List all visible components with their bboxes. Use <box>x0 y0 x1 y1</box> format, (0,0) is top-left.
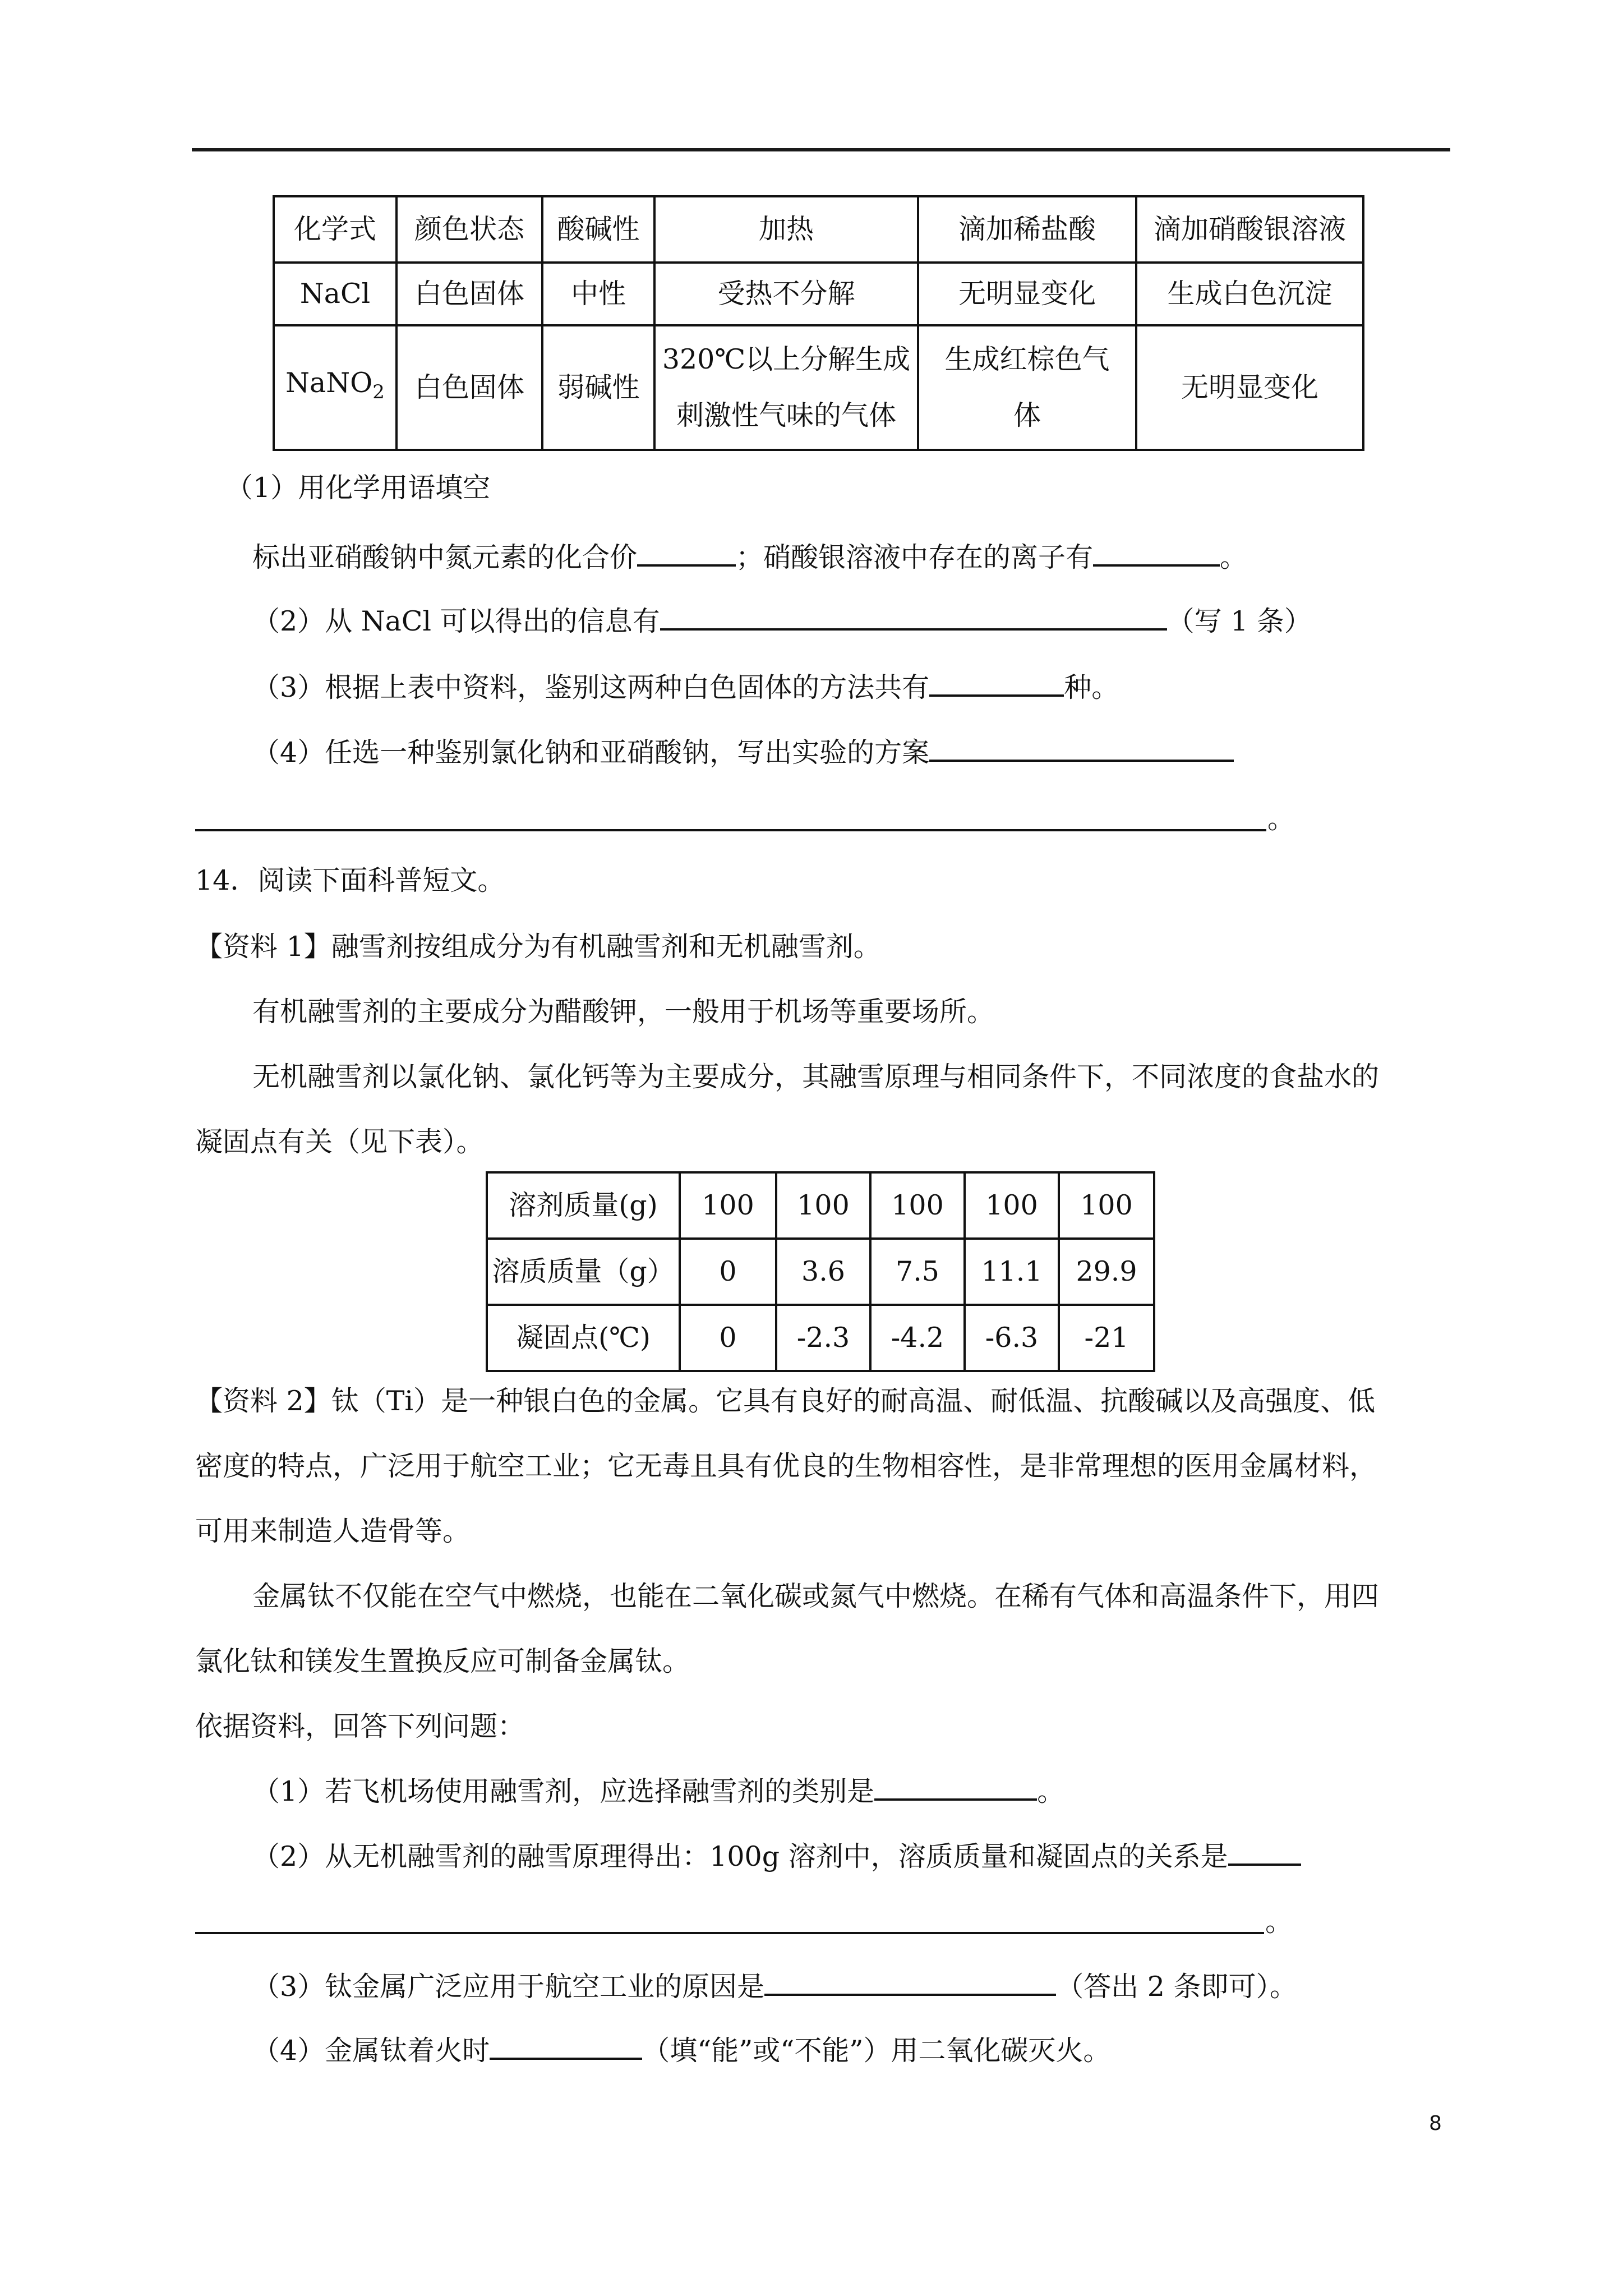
table-header-row <box>274 196 1363 263</box>
q14-part4-text-b: （填“能”或“不能”）用二氧化碳灭火。 <box>642 2035 1111 2067</box>
q14-part2-line <box>252 1840 1301 1874</box>
table-cell-formula: NaNO$_2$ <box>274 325 396 450</box>
q14-material2-para2: 金属钛不仅能在空气中燃烧，也能在二氧化碳或氮气中燃烧。在稀有气体和高温条件下，用四 <box>252 1580 1380 1612</box>
table-cell: 100 <box>1059 1172 1154 1239</box>
answer-blank[interactable] <box>660 605 1167 631</box>
q14-title: 14．阅读下面科普短文。 <box>195 864 505 896</box>
answer-blank[interactable] <box>929 736 1234 762</box>
q14-part4-line <box>252 2034 1110 2068</box>
table-cell: -2.3 <box>776 1305 870 1371</box>
q13-part3-text-a: （3）根据上表中资料，鉴别这两种白色固体的方法共有 <box>252 671 930 703</box>
table-cell: 100 <box>965 1172 1059 1239</box>
table-row <box>274 263 1363 325</box>
table-header-cell: 酸碱性 <box>542 196 654 263</box>
q14-material2: 可用来制造人造骨等。 <box>195 1515 471 1547</box>
q13-part3-line <box>252 671 1119 705</box>
table-cell: 溶质质量（g） <box>487 1239 680 1305</box>
table-row <box>487 1172 1154 1239</box>
table-cell: -21 <box>1059 1305 1154 1371</box>
table-cell <box>654 325 918 450</box>
table-row <box>274 325 1363 450</box>
table-cell: 0 <box>680 1239 776 1305</box>
header-rule <box>192 148 1450 151</box>
table-cell: 无明显变化 <box>918 263 1136 325</box>
q13-part1-text-a: 标出亚硝酸钠中氮元素的化合价 <box>252 541 638 573</box>
answer-blank[interactable] <box>490 2034 642 2060</box>
q14-part2-end: 。 <box>1265 1906 1293 1938</box>
q13-part1-text-b: ；硝酸银溶液中存在的离子有 <box>736 541 1094 573</box>
table-cell: NaCl <box>274 263 396 325</box>
q13-part1-line <box>252 541 1247 574</box>
q14-material2: 密度的特点，广泛用于航空工业；它无毒且具有优良的生物相容性，是非常理想的医用金属材料， <box>195 1450 1377 1482</box>
q13-part1-title: （1）用化学用语填空 <box>225 472 491 504</box>
table-cell: 无明显变化 <box>1136 325 1363 450</box>
table-cell: 100 <box>870 1172 965 1239</box>
q14-material2-para2: 氯化钛和镁发生置换反应可制备金属钛。 <box>195 1645 690 1677</box>
table-cell: 100 <box>776 1172 870 1239</box>
q13-part4-text: （4）任选一种鉴别氯化钠和亚硝酸钠，写出实验的方案 <box>252 737 930 769</box>
table-cell: 3.6 <box>776 1239 870 1305</box>
q13-part2-text-b: （写 1 条） <box>1166 605 1312 637</box>
q14-prompt: 依据资料，回答下列问题： <box>195 1710 525 1742</box>
table-cell: 29.9 <box>1059 1239 1154 1305</box>
q13-part4-end: 。 <box>1267 803 1295 835</box>
table-cell: 溶剂质量(g) <box>487 1172 680 1239</box>
answer-blank[interactable] <box>637 541 736 567</box>
compound-comparison-table <box>273 195 1364 451</box>
q14-part3-line <box>252 1970 1297 2004</box>
table-cell: 凝固点(℃) <box>487 1305 680 1371</box>
answer-blank[interactable] <box>929 671 1064 697</box>
cell-line: 体 <box>1013 399 1041 431</box>
cell-line: 生成红棕色气 <box>944 343 1110 375</box>
table-row <box>487 1305 1154 1371</box>
table-header-cell: 颜色状态 <box>396 196 542 263</box>
q14-material1-para2: 有机融雪剂的主要成分为醋酸钾，一般用于机场等重要场所。 <box>252 996 995 1028</box>
table-cell: 白色固体 <box>396 325 542 450</box>
table-header-cell: 加热 <box>654 196 918 263</box>
table-row <box>487 1239 1154 1305</box>
table-cell: 白色固体 <box>396 263 542 325</box>
q13-part3-text-b: 种。 <box>1064 671 1119 703</box>
table-cell: 弱碱性 <box>542 325 654 450</box>
table-cell: 100 <box>680 1172 776 1239</box>
q14-part1-end: 。 <box>1037 1775 1065 1807</box>
answer-blank[interactable] <box>1093 541 1220 567</box>
q14-part3-text: （3）钛金属广泛应用于航空工业的原因是 <box>252 1971 765 2003</box>
q13-part2-text-a: （2）从 NaCl 可以得出的信息有 <box>252 605 660 637</box>
table-header-cell: 滴加稀盐酸 <box>918 196 1136 263</box>
page-number: 8 <box>1429 2112 1442 2135</box>
q14-material2: 【资料 2】钛（Ti）是一种银白色的金属。它具有良好的耐高温、耐低温、抗酸碱以及高强度、低 <box>195 1385 1376 1417</box>
table-cell: 11.1 <box>965 1239 1059 1305</box>
freezing-point-table <box>486 1171 1155 1372</box>
q14-part3-end: （答出 2 条即可）。 <box>1056 1971 1298 2003</box>
answer-blank[interactable] <box>764 1970 1056 1996</box>
table-cell <box>918 325 1136 450</box>
table-cell: 生成白色沉淀 <box>1136 263 1363 325</box>
q13-part4-line <box>252 736 1234 770</box>
table-cell: 0 <box>680 1305 776 1371</box>
table-header-cell: 化学式 <box>274 196 396 263</box>
q13-part1-end: 。 <box>1220 541 1248 573</box>
table-cell: 受热不分解 <box>654 263 918 325</box>
cell-line: 320℃以上分解生成 <box>662 343 911 375</box>
q14-part4-text-a: （4）金属钛着火时 <box>252 2035 490 2067</box>
q14-material1: 【资料 1】融雪剂按组成分为有机融雪剂和无机融雪剂。 <box>195 931 881 963</box>
table-cell: 中性 <box>542 263 654 325</box>
answer-line[interactable] <box>195 829 1266 831</box>
q14-part1-line <box>252 1775 1064 1809</box>
cell-line: 刺激性气味的气体 <box>676 399 896 431</box>
q14-material1-para3: 凝固点有关（见下表）。 <box>195 1126 484 1158</box>
q14-material1-para3: 无机融雪剂以氯化钠、氯化钙等为主要成分，其融雪原理与相同条件下，不同浓度的食盐水的 <box>252 1061 1380 1093</box>
q14-part2-text: （2）从无机融雪剂的融雪原理得出：100g 溶剂中，溶质质量和凝固点的关系是 <box>252 1841 1228 1872</box>
q13-part2-line <box>252 605 1312 638</box>
table-cell: -6.3 <box>965 1305 1059 1371</box>
table-cell: -4.2 <box>870 1305 965 1371</box>
answer-blank[interactable] <box>1228 1840 1301 1866</box>
answer-line[interactable] <box>195 1932 1264 1934</box>
answer-blank[interactable] <box>874 1775 1037 1801</box>
table-cell: 7.5 <box>870 1239 965 1305</box>
q14-part1-text: （1）若飞机场使用融雪剂，应选择融雪剂的类别是 <box>252 1775 875 1807</box>
table-header-cell: 滴加硝酸银溶液 <box>1136 196 1363 263</box>
